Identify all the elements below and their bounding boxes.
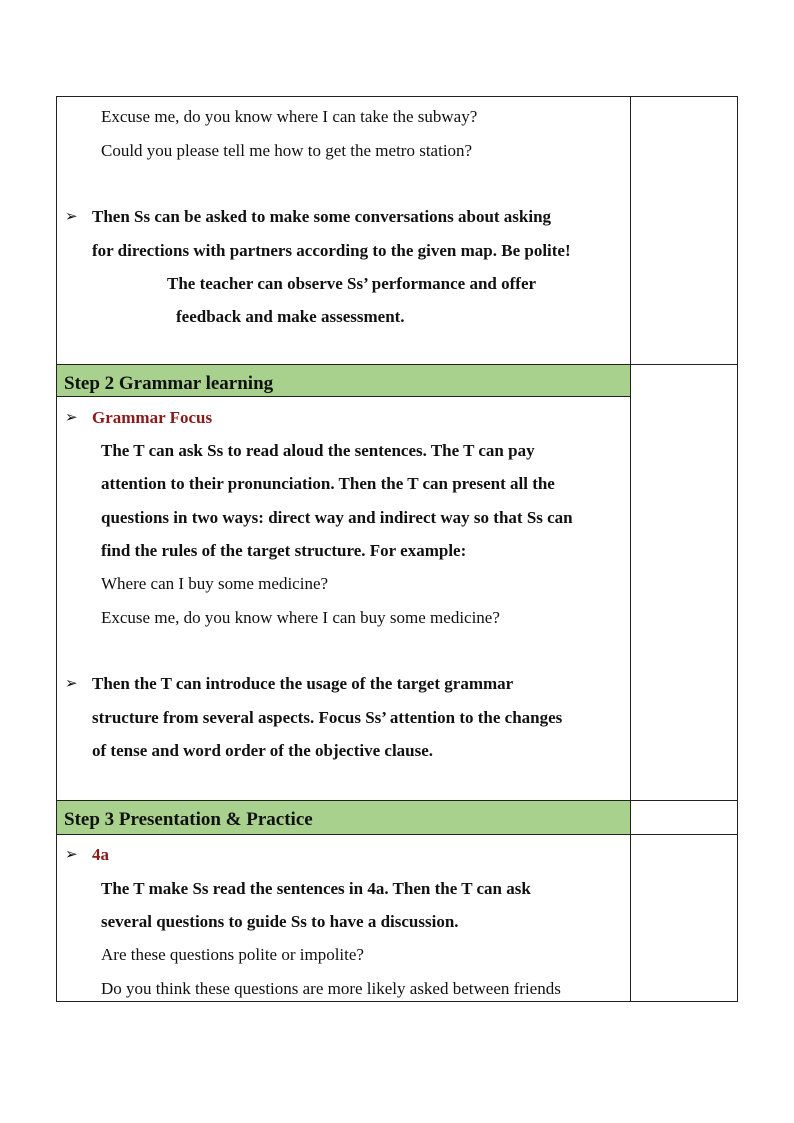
example-sentence: Excuse me, do you know where I can take the subway?: [101, 107, 478, 126]
bullet-text: Then the T can introduce the usage of the target grammar: [92, 674, 514, 693]
table-row: [57, 365, 737, 801]
notes-cell: [631, 365, 737, 800]
step-title: Step 2 Grammar learning: [64, 373, 274, 394]
content-cell: [57, 365, 631, 800]
content-cell: [57, 97, 631, 364]
example-sentence: Could you please tell me how to get the metro station?: [101, 141, 473, 160]
step-title: Step 3 Presentation & Practice: [64, 809, 313, 830]
notes-cell: [631, 801, 737, 1001]
arrow-bullet-icon: ➢: [65, 410, 78, 426]
paragraph-line: several questions to guide Ss to have a discussion.: [101, 912, 459, 931]
paragraph-line: attention to their pronunciation. Then the T can present all the: [101, 474, 555, 493]
paragraph-line: questions in two ways: direct way and indirect way so that Ss can: [101, 508, 573, 527]
bullet-text: structure from several aspects. Focus Ss’ attention to the changes: [92, 708, 563, 727]
section-heading: Grammar Focus: [92, 408, 213, 427]
paragraph-line: The T can ask Ss to read aloud the sentences. The T can pay: [101, 441, 535, 460]
notes-header: [631, 801, 737, 835]
bullet-text: of tense and word order of the objective clause.: [92, 741, 434, 760]
question-line: Do you think these questions are more likely asked between friends: [101, 979, 561, 998]
bullet-text: Then Ss can be asked to make some conversations about asking: [92, 207, 552, 226]
paragraph-line: find the rules of the target structure. For example:: [101, 541, 467, 560]
question-line: Are these questions polite or impolite?: [101, 945, 364, 964]
step-header: [57, 801, 630, 835]
arrow-bullet-icon: ➢: [65, 676, 78, 692]
table-row: [57, 97, 737, 365]
arrow-bullet-icon: ➢: [65, 209, 78, 225]
teacher-note: feedback and make assessment.: [176, 307, 405, 326]
bullet-text: for directions with partners according to the given map. Be polite!: [92, 241, 571, 260]
section-heading: 4a: [92, 845, 109, 864]
example-sentence: Where can I buy some medicine?: [101, 574, 329, 593]
lesson-plan-table: [56, 96, 738, 1002]
notes-cell: [631, 97, 737, 364]
table-row: [57, 801, 737, 1001]
teacher-note: The teacher can observe Ss’ performance and offer: [167, 274, 537, 293]
content-cell: [57, 801, 631, 1001]
step-header: [57, 365, 630, 397]
paragraph-line: The T make Ss read the sentences in 4a. Then the T can ask: [101, 879, 531, 898]
example-sentence: Excuse me, do you know where I can buy some medicine?: [101, 608, 500, 627]
arrow-bullet-icon: ➢: [65, 847, 78, 863]
